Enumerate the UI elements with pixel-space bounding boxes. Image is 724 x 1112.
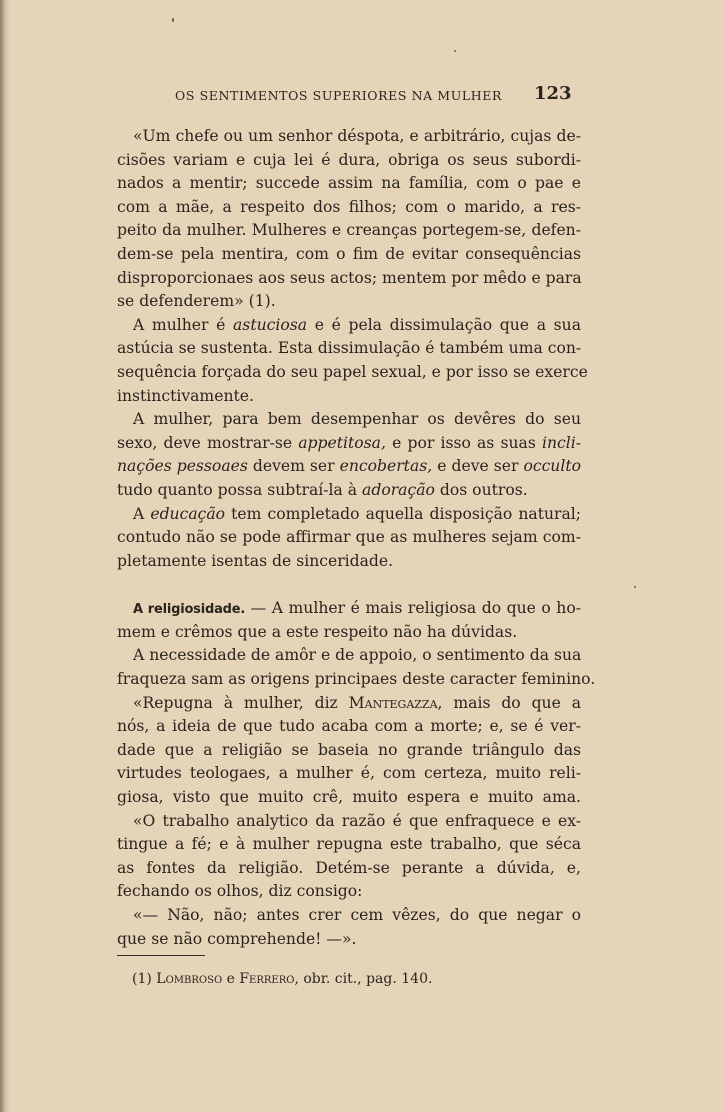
text-line: giosa, visto que muito crê, muito espera e muito ama. [117, 788, 581, 807]
footnote [132, 971, 432, 987]
text-run: , obr. cit., pag. 140. [294, 971, 433, 987]
running-title: OS SENTIMENTOS SUPERIORES NA MULHER [175, 88, 502, 103]
italic-term: occulto [523, 457, 581, 476]
text-run: , mais do que a [437, 693, 582, 712]
author-name: Lombroso [156, 971, 223, 987]
text-line: «Um chefe ou um senhor déspota, e arbitrário, cujas de- [133, 127, 581, 145]
text-line: «— Não, não; antes crer cem vêzes, do que negar o [133, 906, 581, 924]
text-run: «Repugna à mulher, diz [133, 693, 349, 712]
text-run: A mulher é [133, 315, 234, 334]
text-run: sexo, deve mostrar-se [117, 433, 299, 452]
text-line: «O trabalho analytico da razão é que enfraquece e ex- [133, 811, 581, 830]
page-number: 123 [534, 83, 572, 104]
text-line: sequência forçada do seu papel sexual, e por isso se exerce [117, 362, 588, 381]
text-line: se defenderem» (1). [117, 292, 276, 311]
text-line: dade que a religião se baseia no grande triângulo das [117, 740, 581, 759]
text-line [117, 597, 581, 621]
text-line: contudo não se pode affirmar que as mulheres sejam com- [117, 528, 581, 547]
text-run: e [222, 971, 240, 987]
paper-speck [172, 18, 174, 22]
text-line [117, 314, 581, 338]
footnote-rule [117, 955, 205, 956]
text-run: tudo quanto possa subtraí-la à [117, 480, 363, 499]
page-gutter-shadow [0, 0, 10, 1112]
text-line [117, 432, 581, 456]
text-line: A mulher, para bem desempenhar os devêres do seu [133, 410, 581, 429]
text-line: peito da mulher. Mulheres e creanças portegem-se, defen- [117, 221, 581, 240]
paper-speck [634, 586, 636, 588]
text-line: que se não comprehende! —». [117, 929, 357, 948]
text-line: nós, a ideia de que tudo acaba com a morte; e, se é ver- [117, 717, 581, 736]
text-run: — A mulher é mais religiosa do que o ho- [245, 599, 582, 618]
text-line: dem-se pela mentira, com o fim de evitar consequências [117, 244, 581, 263]
text-line: A necessidade de amôr e de appoio, o sentimento da sua [133, 646, 582, 665]
italic-term: educação [150, 504, 226, 523]
text-line: instinctivamente. [117, 386, 254, 405]
text-line: as fontes da religião. Detém-se perante a dúvida, e, [117, 858, 581, 877]
text-line [117, 455, 581, 479]
text-line: pletamente isentas de sinceridade. [117, 551, 394, 570]
text-line: fechando os olhos, diz consigo: [117, 882, 363, 901]
text-line: tingue a fé; e à mulher repugna este trabalho, que séca [117, 835, 581, 854]
italic-term: nações pessoaes [117, 457, 248, 476]
text-run: dos outros. [434, 480, 528, 499]
text-run: e deve ser [432, 457, 524, 476]
text-line [117, 503, 581, 527]
text-run: tem completado aquella disposição natural; [225, 504, 581, 523]
text-run: A [133, 504, 151, 523]
section-heading: A religiosidade. [133, 602, 246, 618]
italic-term: encobertas, [339, 457, 433, 476]
text-line: nados a mentir; succede assim na família, com o pae e [117, 174, 581, 193]
author-name: Ferrero [239, 971, 295, 987]
footnote-marker: (1) [132, 971, 157, 987]
text-line [117, 479, 581, 503]
text-line: com a mãe, a respeito dos filhos; com o marido, a res- [117, 197, 581, 216]
text-line: mem e crêmos que a este respeito não ha dúvidas. [117, 622, 518, 641]
text-run: e é pela dissimulação que a sua [307, 315, 581, 334]
text-run: e por isso as suas [385, 433, 542, 452]
text-line: cisões variam e cuja lei é dura, obriga os seus subordi- [117, 150, 581, 169]
italic-term: adoração [362, 480, 435, 499]
italic-term: incli- [541, 433, 581, 452]
author-name: Mantegazza [348, 693, 438, 712]
section-gap [117, 573, 581, 597]
paper-speck [454, 50, 456, 52]
text-line [117, 692, 581, 716]
italic-term: appetitosa, [298, 433, 386, 452]
text-line: fraqueza sam as origens principaes deste caracter feminino. [117, 670, 596, 689]
italic-term: astuciosa [233, 315, 308, 334]
text-run: devem ser [247, 457, 340, 476]
body-text [117, 125, 596, 951]
text-line: astúcia se sustenta. Esta dissimulação é também uma con- [117, 339, 582, 358]
text-line: disproporcionaes aos seus actos; mentem por mêdo e para [117, 268, 582, 287]
text-line: virtudes teologaes, a mulher é, com certeza, muito reli- [117, 764, 581, 783]
